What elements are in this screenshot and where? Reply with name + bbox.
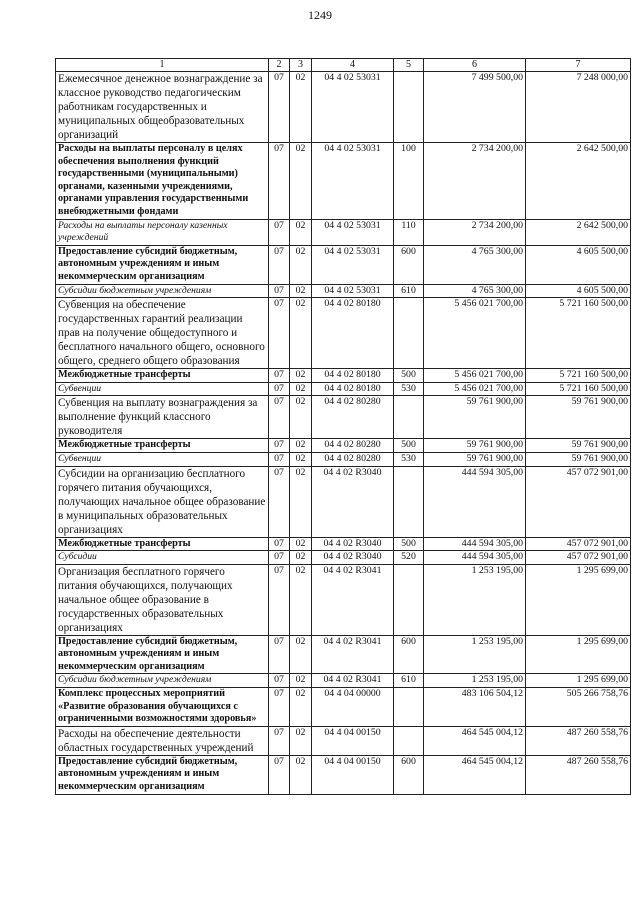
header-cell: 6 (424, 59, 526, 72)
target-article-cell: 04 4 02 R3040 (312, 537, 394, 551)
section-code-cell: 07 (269, 755, 290, 794)
expense-type-cell (394, 688, 424, 727)
target-article-cell: 04 4 02 53031 (312, 284, 394, 298)
amount-year2-cell: 5 721 160 500,00 (526, 382, 631, 396)
amount-year2-cell: 2 642 500,00 (526, 143, 631, 220)
expense-type-cell: 600 (394, 755, 424, 794)
amount-year1-cell: 444 594 305,00 (424, 551, 526, 565)
row-name-cell: Предоставление субсидий бюджетным, автономным учреждениям и иным некоммерческим организациям (56, 635, 269, 674)
subsection-code-cell: 02 (290, 369, 312, 383)
amount-year2-cell: 487 260 558,76 (526, 726, 631, 755)
amount-year1-cell: 483 106 504,12 (424, 688, 526, 727)
header-row (56, 59, 631, 72)
expense-type-cell: 600 (394, 635, 424, 674)
target-article-cell: 04 4 02 R3040 (312, 466, 394, 537)
subsection-code-cell: 02 (290, 219, 312, 245)
amount-year2-cell: 505 266 758,76 (526, 688, 631, 727)
table-row (56, 382, 631, 396)
section-code-cell: 07 (269, 439, 290, 453)
expense-type-cell: 500 (394, 369, 424, 383)
subsection-code-cell: 02 (290, 298, 312, 369)
target-article-cell: 04 4 02 53031 (312, 219, 394, 245)
amount-year1-cell: 5 456 021 700,00 (424, 298, 526, 369)
header-cell: 5 (394, 59, 424, 72)
section-code-cell: 07 (269, 143, 290, 220)
amount-year1-cell: 59 761 900,00 (424, 439, 526, 453)
header-cell: 2 (269, 59, 290, 72)
target-article-cell: 04 4 02 53031 (312, 245, 394, 284)
amount-year2-cell: 5 721 160 500,00 (526, 298, 631, 369)
amount-year1-cell: 7 499 500,00 (424, 72, 526, 143)
amount-year2-cell: 59 761 900,00 (526, 396, 631, 439)
subsection-code-cell: 02 (290, 72, 312, 143)
target-article-cell: 04 4 02 R3041 (312, 564, 394, 635)
subsection-code-cell: 02 (290, 726, 312, 755)
expense-type-cell: 100 (394, 143, 424, 220)
amount-year1-cell: 1 253 195,00 (424, 635, 526, 674)
row-name-cell: Субвенции (56, 452, 269, 466)
table-row (56, 537, 631, 551)
target-article-cell: 04 4 02 80280 (312, 439, 394, 453)
section-code-cell: 07 (269, 674, 290, 688)
table-row (56, 72, 631, 143)
target-article-cell: 04 4 02 R3040 (312, 551, 394, 565)
amount-year1-cell: 2 734 200,00 (424, 143, 526, 220)
header-cell: 3 (290, 59, 312, 72)
subsection-code-cell: 02 (290, 439, 312, 453)
expense-type-cell (394, 564, 424, 635)
row-name-cell: Комплекс процессных мероприятий «Развитие образования обучающихся с ограниченными возможностями здоровья» (56, 688, 269, 727)
table-row (56, 688, 631, 727)
subsection-code-cell: 02 (290, 551, 312, 565)
amount-year2-cell: 1 295 699,00 (526, 564, 631, 635)
section-code-cell: 07 (269, 726, 290, 755)
row-name-cell: Субсидии бюджетным учреждениям (56, 284, 269, 298)
row-name-cell: Субвенция на обеспечение государственных гарантий реализации прав на получение общедоступного и бесплатного начального общего, основного общего, среднего общего образования (56, 298, 269, 369)
table-row (56, 564, 631, 635)
section-code-cell: 07 (269, 298, 290, 369)
target-article-cell: 04 4 02 53031 (312, 72, 394, 143)
amount-year1-cell: 59 761 900,00 (424, 452, 526, 466)
target-article-cell: 04 4 02 80180 (312, 382, 394, 396)
target-article-cell: 04 4 04 00000 (312, 688, 394, 727)
section-code-cell: 07 (269, 72, 290, 143)
amount-year2-cell: 1 295 699,00 (526, 635, 631, 674)
amount-year1-cell: 444 594 305,00 (424, 466, 526, 537)
amount-year2-cell: 5 721 160 500,00 (526, 369, 631, 383)
section-code-cell: 07 (269, 284, 290, 298)
amount-year2-cell: 457 072 901,00 (526, 551, 631, 565)
target-article-cell: 04 4 02 R3041 (312, 635, 394, 674)
table-row (56, 466, 631, 537)
row-name-cell: Межбюджетные трансферты (56, 537, 269, 551)
row-name-cell: Ежемесячное денежное вознаграждение за классное руководство педагогическим работникам государственных и муниципальных общеобразовательных организаций (56, 72, 269, 143)
amount-year2-cell: 4 605 500,00 (526, 245, 631, 284)
subsection-code-cell: 02 (290, 382, 312, 396)
table-row (56, 726, 631, 755)
subsection-code-cell: 02 (290, 755, 312, 794)
subsection-code-cell: 02 (290, 635, 312, 674)
target-article-cell: 04 4 02 80280 (312, 452, 394, 466)
table-row (56, 369, 631, 383)
section-code-cell: 07 (269, 245, 290, 284)
target-article-cell: 04 4 02 80280 (312, 396, 394, 439)
expense-type-cell: 530 (394, 382, 424, 396)
amount-year1-cell: 464 545 004,12 (424, 726, 526, 755)
target-article-cell: 04 4 02 80180 (312, 369, 394, 383)
row-name-cell: Организация бесплатного горячего питания обучающихся, получающих начальное общее образование в государственных образовательных организациях (56, 564, 269, 635)
row-name-cell: Субсидии на организацию бесплатного горячего питания обучающихся, получающих начальное общее образование в муниципальных образовательных организациях (56, 466, 269, 537)
expense-type-cell: 500 (394, 439, 424, 453)
amount-year2-cell: 59 761 900,00 (526, 439, 631, 453)
row-name-cell: Субвенция на выплату вознаграждения за выполнение функций классного руководителя (56, 396, 269, 439)
expense-type-cell: 600 (394, 245, 424, 284)
subsection-code-cell: 02 (290, 143, 312, 220)
target-article-cell: 04 4 02 80180 (312, 298, 394, 369)
row-name-cell: Расходы на выплаты персоналу в целях обеспечения выполнения функций государственными (муниципальными) органами, казенными учреждениями, органами управления государственными внебюджетными фондами (56, 143, 269, 220)
row-name-cell: Субсидии бюджетным учреждениям (56, 674, 269, 688)
budget-table (55, 58, 631, 795)
section-code-cell: 07 (269, 369, 290, 383)
section-code-cell: 07 (269, 635, 290, 674)
table-row (56, 452, 631, 466)
section-code-cell: 07 (269, 219, 290, 245)
row-name-cell: Предоставление субсидий бюджетным, автономным учреждениям и иным некоммерческим организациям (56, 755, 269, 794)
expense-type-cell: 610 (394, 284, 424, 298)
expense-type-cell (394, 298, 424, 369)
amount-year1-cell: 59 761 900,00 (424, 396, 526, 439)
amount-year1-cell: 5 456 021 700,00 (424, 382, 526, 396)
expense-type-cell: 110 (394, 219, 424, 245)
expense-type-cell: 500 (394, 537, 424, 551)
expense-type-cell: 530 (394, 452, 424, 466)
amount-year2-cell: 457 072 901,00 (526, 537, 631, 551)
table-row (56, 755, 631, 794)
expense-type-cell (394, 396, 424, 439)
section-code-cell: 07 (269, 452, 290, 466)
amount-year2-cell: 59 761 900,00 (526, 452, 631, 466)
section-code-cell: 07 (269, 537, 290, 551)
expense-type-cell (394, 726, 424, 755)
table-row (56, 439, 631, 453)
subsection-code-cell: 02 (290, 466, 312, 537)
subsection-code-cell: 02 (290, 284, 312, 298)
expense-type-cell: 520 (394, 551, 424, 565)
amount-year2-cell: 487 260 558,76 (526, 755, 631, 794)
table-row (56, 635, 631, 674)
subsection-code-cell: 02 (290, 452, 312, 466)
row-name-cell: Расходы на обеспечение деятельности областных государственных учреждений (56, 726, 269, 755)
subsection-code-cell: 02 (290, 396, 312, 439)
table-row (56, 219, 631, 245)
subsection-code-cell: 02 (290, 245, 312, 284)
row-name-cell: Межбюджетные трансферты (56, 439, 269, 453)
amount-year1-cell: 444 594 305,00 (424, 537, 526, 551)
amount-year1-cell: 1 253 195,00 (424, 564, 526, 635)
table-row (56, 298, 631, 369)
target-article-cell: 04 4 02 R3041 (312, 674, 394, 688)
row-name-cell: Межбюджетные трансферты (56, 369, 269, 383)
target-article-cell: 04 4 04 00150 (312, 755, 394, 794)
amount-year1-cell: 2 734 200,00 (424, 219, 526, 245)
row-name-cell: Субсидии (56, 551, 269, 565)
amount-year1-cell: 464 545 004,12 (424, 755, 526, 794)
header-cell: 1 (56, 59, 269, 72)
amount-year1-cell: 5 456 021 700,00 (424, 369, 526, 383)
amount-year1-cell: 4 765 300,00 (424, 284, 526, 298)
expense-type-cell (394, 72, 424, 143)
section-code-cell: 07 (269, 551, 290, 565)
subsection-code-cell: 02 (290, 537, 312, 551)
amount-year2-cell: 7 248 000,00 (526, 72, 631, 143)
expense-type-cell (394, 466, 424, 537)
amount-year2-cell: 457 072 901,00 (526, 466, 631, 537)
page-number: 1249 (308, 8, 332, 22)
row-name-cell: Расходы на выплаты персоналу казенных учреждений (56, 219, 269, 245)
expense-type-cell: 610 (394, 674, 424, 688)
table-row (56, 284, 631, 298)
amount-year1-cell: 4 765 300,00 (424, 245, 526, 284)
table-row (56, 674, 631, 688)
subsection-code-cell: 02 (290, 674, 312, 688)
section-code-cell: 07 (269, 466, 290, 537)
amount-year2-cell: 2 642 500,00 (526, 219, 631, 245)
target-article-cell: 04 4 02 53031 (312, 143, 394, 220)
table-row (56, 245, 631, 284)
target-article-cell: 04 4 04 00150 (312, 726, 394, 755)
subsection-code-cell: 02 (290, 688, 312, 727)
amount-year2-cell: 4 605 500,00 (526, 284, 631, 298)
section-code-cell: 07 (269, 564, 290, 635)
header-cell: 4 (312, 59, 394, 72)
subsection-code-cell: 02 (290, 564, 312, 635)
table-row (56, 551, 631, 565)
amount-year2-cell: 1 295 699,00 (526, 674, 631, 688)
section-code-cell: 07 (269, 382, 290, 396)
header-cell: 7 (526, 59, 631, 72)
section-code-cell: 07 (269, 688, 290, 727)
table-row (56, 143, 631, 220)
section-code-cell: 07 (269, 396, 290, 439)
row-name-cell: Предоставление субсидий бюджетным, автономным учреждениям и иным некоммерческим организациям (56, 245, 269, 284)
table-row (56, 396, 631, 439)
row-name-cell: Субвенции (56, 382, 269, 396)
amount-year1-cell: 1 253 195,00 (424, 674, 526, 688)
